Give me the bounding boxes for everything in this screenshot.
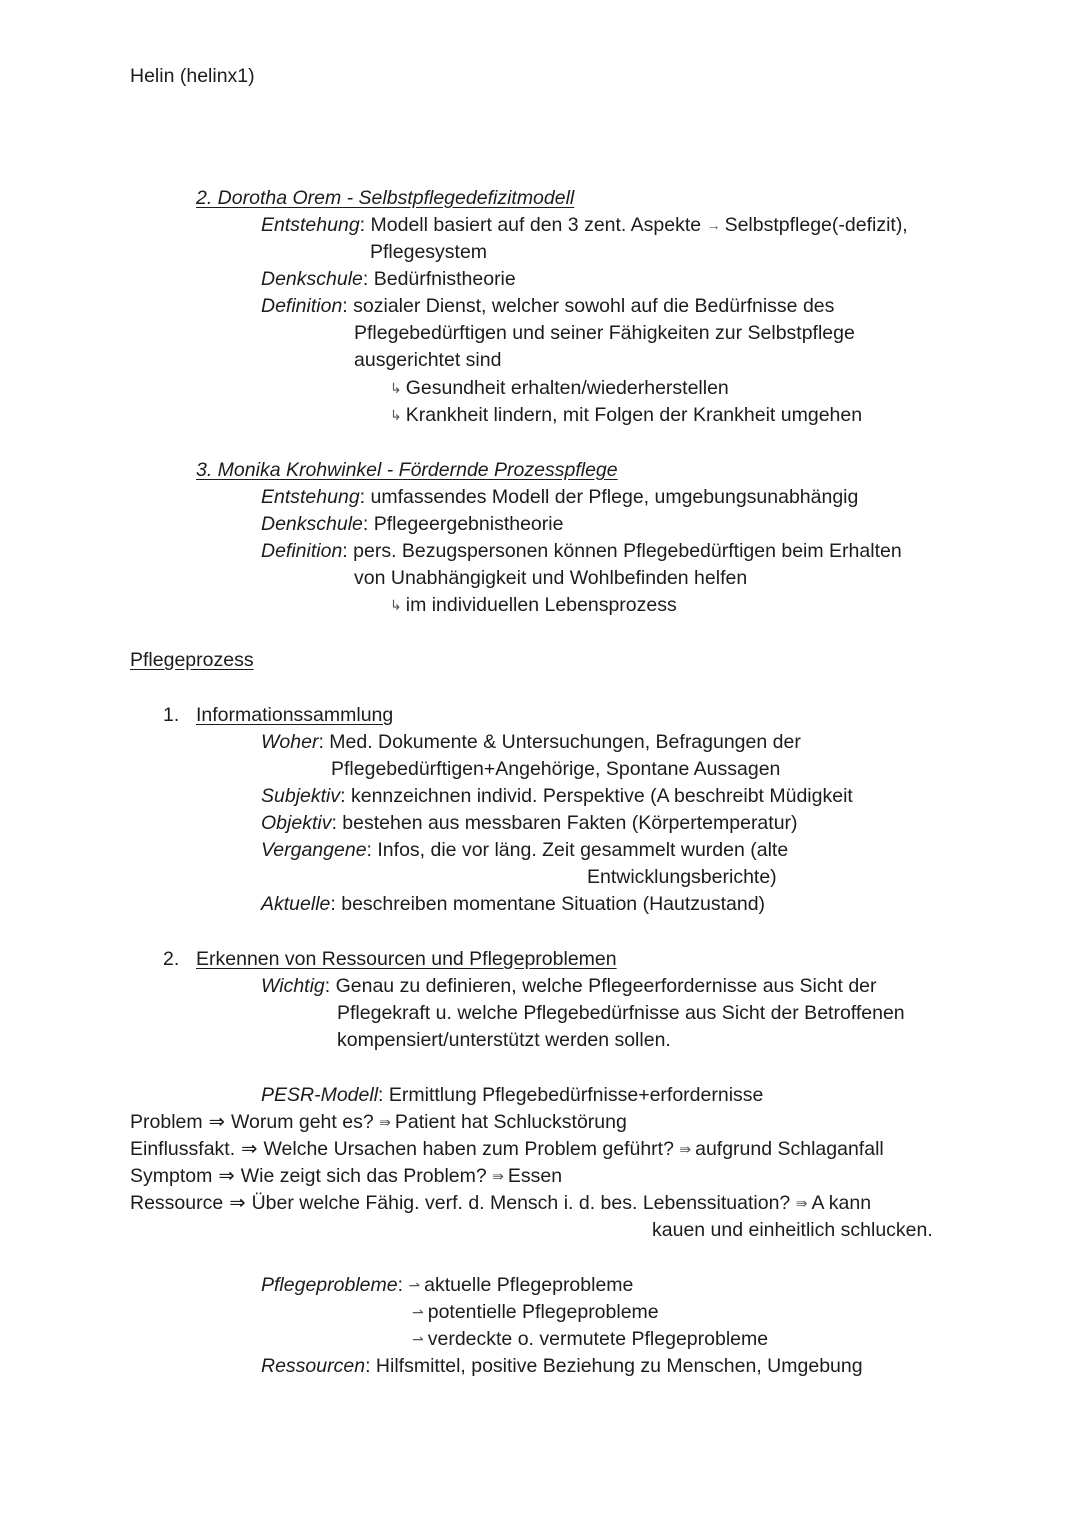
small-arrow-icon: ⇛ <box>379 1114 391 1130</box>
small-arrow-icon: ⇛ <box>492 1168 504 1184</box>
step-1-aktuelle: Aktuelle: beschreiben momentane Situation (Hautzustand) <box>261 893 766 915</box>
harpoon-arrow-icon: ⇀ <box>408 1277 421 1293</box>
step-1-woher: Woher: Med. Dokumente & Untersuchungen, Befragungen der <box>261 731 801 753</box>
krohwinkel-definition: Definition: pers. Bezugspersonen können Pflegebedürftigen beim Erhalten <box>261 540 902 562</box>
pesr-row-problem: Problem ⇒ Worum geht es? ⇛ Patient hat Schluckstörung <box>130 1111 627 1133</box>
step-2-wichtig: Wichtig: Genau zu definieren, welche Pflegeerfordernisse aus Sicht der <box>261 975 877 997</box>
orem-definition-cont-1: Pflegebedürftigen und seiner Fähigkeiten zur Selbstpflege <box>354 322 855 344</box>
step-1-title: Informationssammlung <box>196 704 394 726</box>
orem-entstehung: Entstehung: Modell basiert auf den 3 zent. Aspekte → Selbstpflege(-defizit), <box>261 214 908 236</box>
step-2-wichtig-cont-2: kompensiert/unterstützt werden sollen. <box>337 1029 671 1051</box>
step-1-subjektiv: Subjektiv: kennzeichnen individ. Perspektive (A beschreibt Müdigkeit <box>261 785 853 807</box>
harpoon-arrow-icon: ⇀ <box>412 1331 424 1347</box>
step-1-woher-cont: Pflegebedürftigen+Angehörige, Spontane Aussagen <box>331 758 781 780</box>
pflegeprobleme-item-3: ⇀ verdeckte o. vermutete Pflegeprobleme <box>412 1328 769 1350</box>
orem-definition-cont-2: ausgerichtet sind <box>354 349 502 371</box>
step-2-wichtig-cont-1: Pflegekraft u. welche Pflegebedürfnisse aus Sicht der Betroffenen <box>337 1002 905 1024</box>
return-arrow-icon: ↳ <box>390 407 402 423</box>
step-2-number: 2. <box>163 948 180 970</box>
orem-definition: Definition: sozialer Dienst, welcher sowohl auf die Bedürfnisse des <box>261 295 835 317</box>
krohwinkel-sub-item: ↳ im individuellen Lebensprozess <box>390 594 677 616</box>
return-arrow-icon: ↳ <box>390 380 402 396</box>
section-heading-pflegeprozess: Pflegeprozess <box>130 649 254 671</box>
double-arrow-icon: ⇒ <box>241 1138 258 1160</box>
pesr-ressource-cont: kauen und einheitlich schlucken. <box>652 1219 933 1241</box>
small-arrow-icon: ⇛ <box>795 1195 808 1211</box>
ressourcen-line: Ressourcen: Hilfsmittel, positive Beziehung zu Menschen, Umgebung <box>261 1355 863 1377</box>
section-title-krohwinkel: 3. Monika Krohwinkel - Fördernde Prozesspflege <box>196 459 618 481</box>
pesr-row-symptom: Symptom ⇒ Wie zeigt sich das Problem? ⇛ Essen <box>130 1165 563 1187</box>
arrow-right-icon: → <box>706 217 721 233</box>
section-title-orem: 2. Dorotha Orem - Selbstpflegedefizitmodell <box>196 187 575 209</box>
double-arrow-icon: ⇒ <box>218 1165 235 1187</box>
krohwinkel-denkschule: Denkschule: Pflegeergebnistheorie <box>261 513 564 535</box>
orem-entstehung-cont: Pflegesystem <box>370 241 488 263</box>
pesr-row-ressource: Ressource ⇒ Über welche Fähig. verf. d. Mensch i. d. bes. Lebenssituation? ⇛ A kann <box>130 1192 872 1214</box>
harpoon-arrow-icon: ⇀ <box>412 1304 424 1320</box>
author-name: Helin (helinx1) <box>130 65 255 87</box>
return-arrow-icon: ↳ <box>390 597 402 613</box>
double-arrow-icon: ⇒ <box>229 1192 246 1214</box>
orem-denkschule: Denkschule: Bedürfnistheorie <box>261 268 516 290</box>
krohwinkel-entstehung: Entstehung: umfassendes Modell der Pflege, umgebungsunabhängig <box>261 486 859 508</box>
pflegeprobleme-item-2: ⇀ potentielle Pflegeprobleme <box>412 1301 659 1323</box>
step-2-title: Erkennen von Ressourcen und Pflegeproblemen <box>196 948 617 970</box>
small-arrow-icon: ⇛ <box>679 1141 692 1157</box>
double-arrow-icon: ⇒ <box>208 1111 225 1133</box>
step-1-objektiv: Objektiv: bestehen aus messbaren Fakten (Körpertemperatur) <box>261 812 798 834</box>
krohwinkel-definition-cont: von Unabhängigkeit und Wohlbefinden helfen <box>354 567 748 589</box>
orem-sub-item-2: ↳ Krankheit lindern, mit Folgen der Krankheit umgehen <box>390 404 863 426</box>
step-1-vergangene: Vergangene: Infos, die vor läng. Zeit gesammelt wurden (alte <box>261 839 789 861</box>
step-1-vergangene-cont: Entwicklungsberichte) <box>587 866 777 888</box>
step-1-number: 1. <box>163 704 180 726</box>
pesr-row-einflussfaktor: Einflussfakt. ⇒ Welche Ursachen haben zum Problem geführt? ⇛ aufgrund Schlaganfall <box>130 1138 884 1160</box>
pesr-model: PESR-Modell: Ermittlung Pflegebedürfnisse+erfordernisse <box>261 1084 764 1106</box>
pflegeprobleme-item-1: Pflegeprobleme: ⇀ aktuelle Pflegeprobleme <box>261 1274 634 1296</box>
orem-sub-item-1: ↳ Gesundheit erhalten/wiederherstellen <box>390 377 729 399</box>
